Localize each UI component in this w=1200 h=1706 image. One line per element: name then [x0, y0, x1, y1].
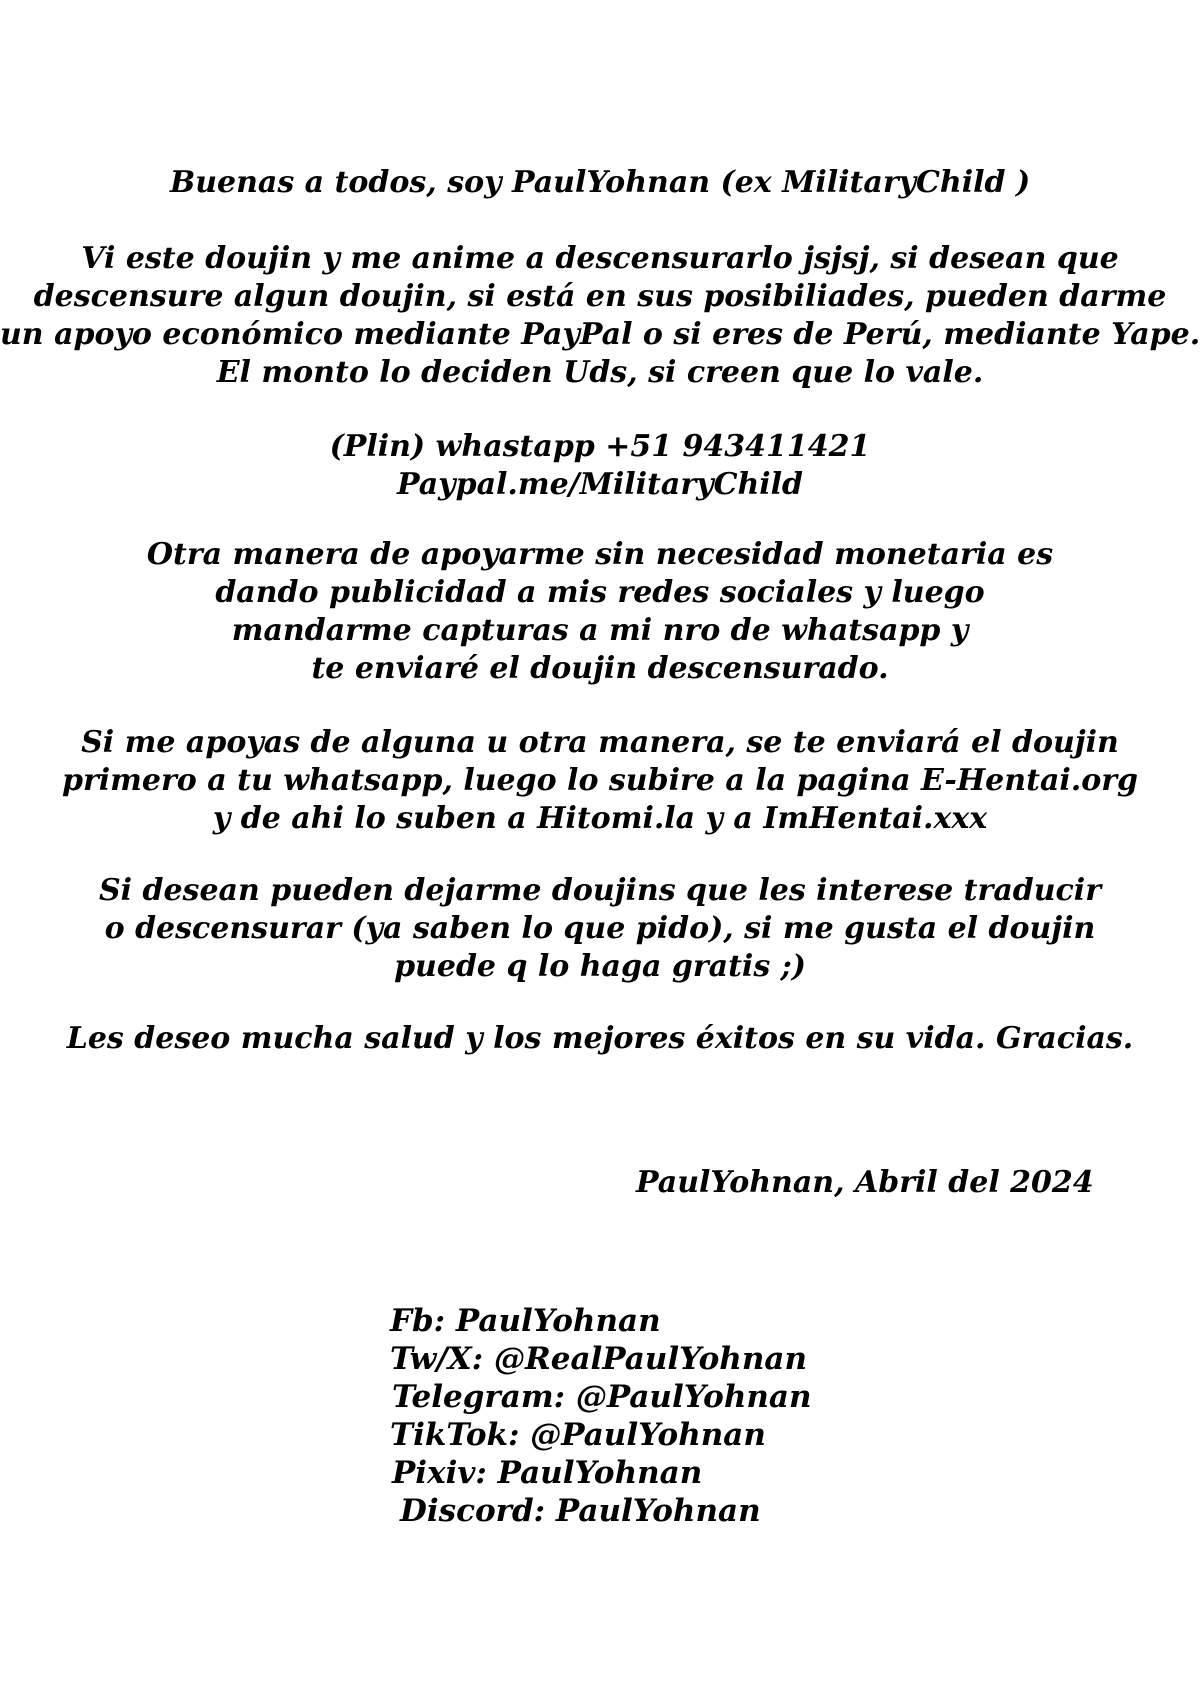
support-line: Otra manera de apoyarme sin necesidad monetaria es [146, 537, 1054, 572]
requests-line: Si desean pueden dejarme doujins que les interese traducir [98, 873, 1102, 908]
social-telegram: Telegram: @PaulYohnan [392, 1379, 812, 1415]
social-tiktok: TikTok: @PaulYohnan [390, 1417, 766, 1453]
social-twitter: Tw/X: @RealPaulYohnan [390, 1341, 808, 1377]
social-discord: Discord: PaulYohnan [400, 1493, 761, 1529]
whatsapp-contact: (Plin) whastapp +51 943411421 [329, 429, 871, 464]
greeting-paragraph [0, 164, 1200, 202]
intro-line: El monto lo deciden Uds, si creen que lo vale. [216, 355, 984, 390]
requests-paragraph [0, 872, 1200, 986]
intro-line: un apoyo económico mediante PayPal o si eres de Perú, mediante Yape. [0, 317, 1200, 352]
social-pixiv: Pixiv: PaulYohnan [392, 1455, 703, 1491]
intro-paragraph [0, 240, 1200, 392]
support-line: dando publicidad a mis redes sociales y luego [215, 575, 985, 610]
intro-line: descensure algun doujin, si está en sus posibiliades, pueden darme [33, 279, 1167, 314]
support-line: mandarme capturas a mi nro de whatsapp y [231, 613, 969, 648]
social-facebook: Fb: PaulYohnan [390, 1303, 661, 1339]
greeting-line: Buenas a todos, soy PaulYohnan (ex MilitaryChild ) [169, 165, 1031, 200]
requests-line: puede q lo haga gratis ;) [394, 949, 806, 984]
release-line: primero a tu whatsapp, luego lo subire a la pagina E-Hentai.org [61, 763, 1139, 798]
paypal-contact: Paypal.me/MilitaryChild [396, 467, 804, 502]
signature: PaulYohnan, Abril del 2024 [636, 1165, 1094, 1200]
release-paragraph [0, 724, 1200, 838]
support-paragraph [0, 536, 1200, 688]
farewell-paragraph [0, 1020, 1200, 1058]
release-line: y de ahi lo suben a Hitomi.la y a ImHentai.xxx [212, 801, 988, 836]
intro-line: Vi este doujin y me anime a descensurarlo jsjsj, si desean que [81, 241, 1119, 276]
social-links [390, 1302, 812, 1530]
farewell-line: Les deseo mucha salud y los mejores éxitos en su vida. Gracias. [66, 1021, 1134, 1056]
release-line: Si me apoyas de alguna u otra manera, se te enviará el doujin [81, 725, 1119, 760]
payment-contacts [0, 428, 1200, 504]
support-line: te enviaré el doujin descensurado. [311, 651, 889, 686]
requests-line: o descensurar (ya saben lo que pido), si me gusta el doujin [104, 911, 1096, 946]
